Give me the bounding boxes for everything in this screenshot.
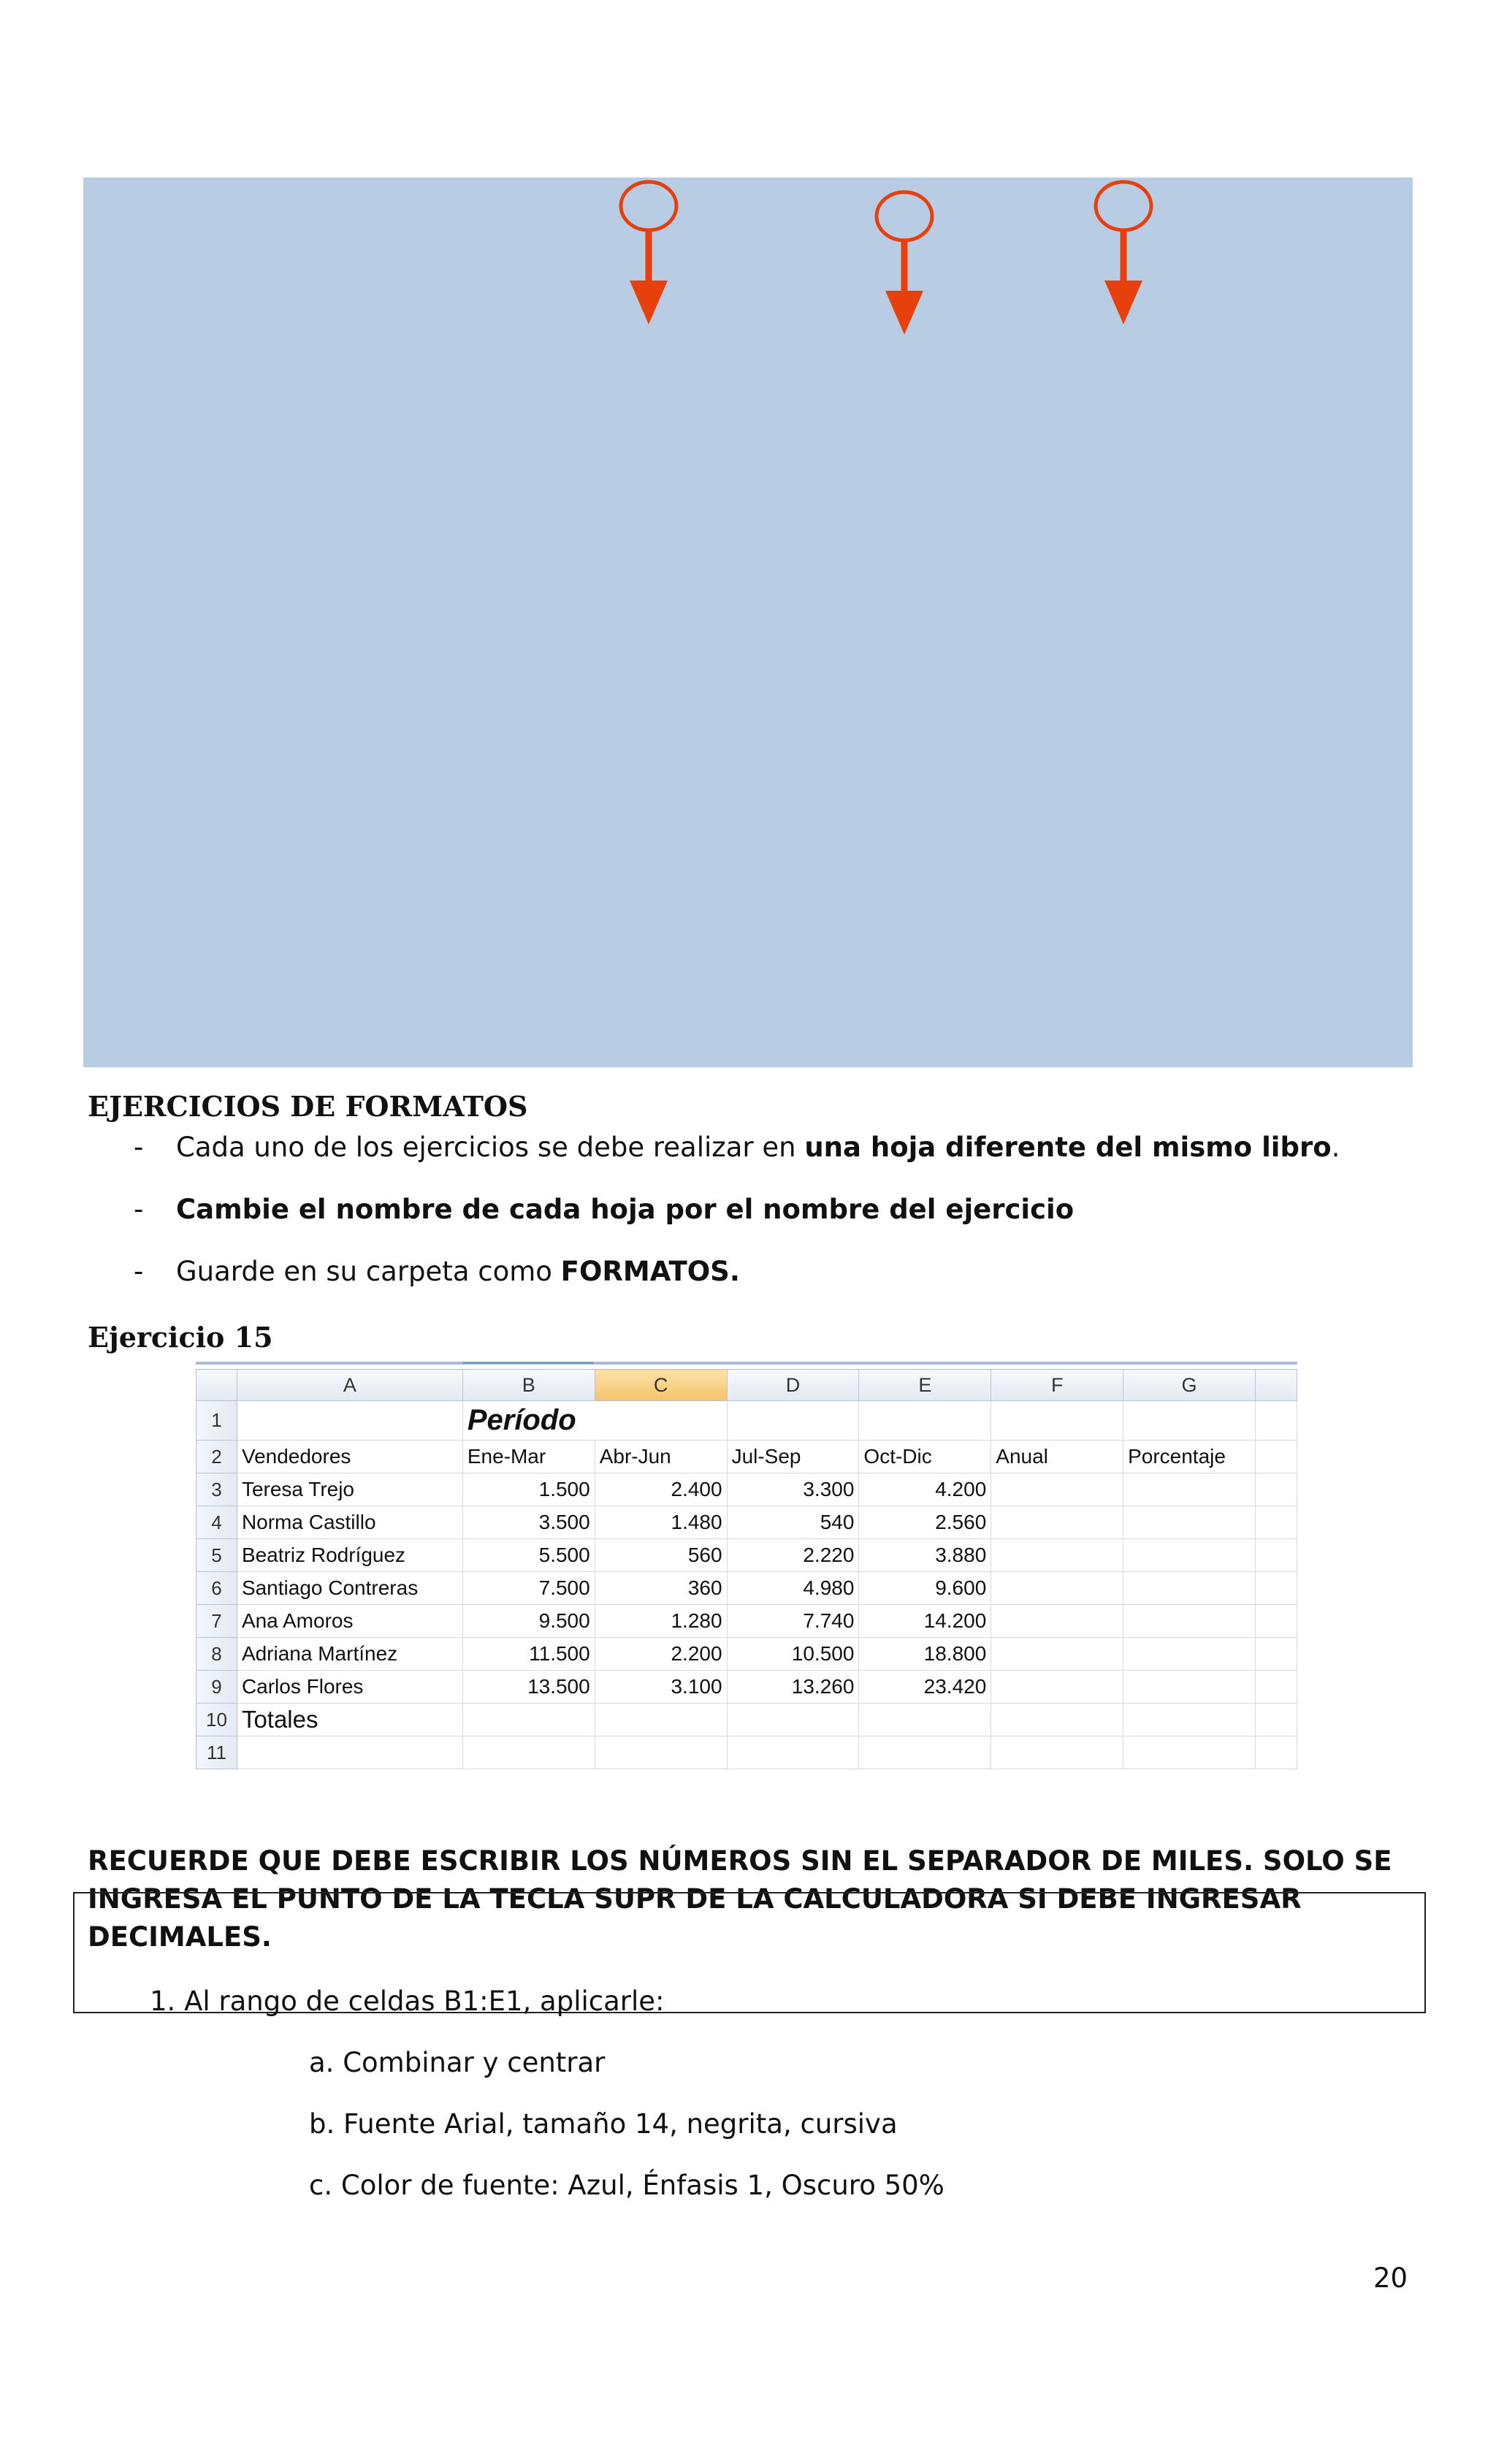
- cell-header[interactable]: Oct-Dic: [859, 1441, 991, 1473]
- cell[interactable]: [462, 1736, 595, 1769]
- table-row: [196, 1572, 1297, 1605]
- cell[interactable]: [1256, 1441, 1297, 1473]
- cell-value[interactable]: 23.420: [859, 1671, 991, 1704]
- cell-header[interactable]: Anual: [991, 1441, 1123, 1473]
- row-number[interactable]: 7: [196, 1605, 237, 1638]
- bullet-dash: -: [134, 1256, 144, 1287]
- cell-name[interactable]: Ana Amoros: [237, 1605, 462, 1638]
- sub-item: c. Color de fuente: Azul, Énfasis 1, Oscuro 50%: [309, 2170, 944, 2201]
- cell[interactable]: [727, 1401, 859, 1441]
- cell[interactable]: [1256, 1572, 1297, 1605]
- cell[interactable]: [1123, 1539, 1256, 1572]
- cell-value[interactable]: 1.500: [462, 1473, 595, 1506]
- image-placeholder-panel: [83, 178, 1413, 1067]
- column-header-row: [196, 1370, 1297, 1401]
- cell-value[interactable]: 1.280: [595, 1605, 727, 1638]
- column-header[interactable]: A: [237, 1370, 462, 1401]
- cell-value[interactable]: 3.500: [462, 1506, 595, 1539]
- cell[interactable]: [727, 1736, 859, 1769]
- cell[interactable]: [1123, 1572, 1256, 1605]
- cell[interactable]: [991, 1401, 1123, 1441]
- cell[interactable]: [1256, 1736, 1297, 1769]
- instruction-item: 1. Al rango de celdas B1:E1, aplicarle:: [150, 1986, 665, 2017]
- cell-header[interactable]: Ene-Mar: [462, 1441, 595, 1473]
- table-row: [196, 1401, 1297, 1441]
- sub-item: a. Combinar y centrar: [309, 2047, 606, 2078]
- cell-value[interactable]: 360: [595, 1572, 727, 1605]
- cell-value[interactable]: 3.100: [595, 1671, 727, 1704]
- table-row: [196, 1506, 1297, 1539]
- cell[interactable]: [991, 1605, 1123, 1638]
- bullet-bold-text: Cambie el nombre de cada hoja por el nombre del ejercicio: [176, 1194, 1075, 1225]
- cell-value[interactable]: 540: [727, 1506, 859, 1539]
- bullet-text-end: .: [1331, 1132, 1340, 1163]
- column-header[interactable]: D: [727, 1370, 859, 1401]
- row-number[interactable]: 11: [196, 1736, 237, 1769]
- cell[interactable]: [1123, 1605, 1256, 1638]
- cell-name[interactable]: Teresa Trejo: [237, 1473, 462, 1506]
- sheet-top-border-accent: [462, 1362, 594, 1364]
- cell-value[interactable]: 2.220: [727, 1539, 859, 1572]
- bullet-item: [134, 1194, 1074, 1225]
- bullet-text: Guarde en su carpeta como: [176, 1256, 561, 1287]
- cell[interactable]: [991, 1572, 1123, 1605]
- column-header[interactable]: E: [859, 1370, 991, 1401]
- cell-value[interactable]: 9.500: [462, 1605, 595, 1638]
- cell[interactable]: [462, 1704, 595, 1736]
- table-row: [196, 1473, 1297, 1506]
- cell-header[interactable]: Vendedores: [237, 1441, 462, 1473]
- table-row: [196, 1736, 1297, 1769]
- table-row: [196, 1671, 1297, 1704]
- cell[interactable]: [1256, 1605, 1297, 1638]
- bullet-item: [134, 1132, 1340, 1163]
- cell-value[interactable]: 560: [595, 1539, 727, 1572]
- cell[interactable]: [1256, 1638, 1297, 1671]
- row-number[interactable]: 10: [196, 1704, 237, 1736]
- table-row: [196, 1539, 1297, 1572]
- cell[interactable]: [1123, 1704, 1256, 1736]
- cell-name[interactable]: Beatriz Rodríguez: [237, 1539, 462, 1572]
- cell[interactable]: [1123, 1638, 1256, 1671]
- bullet-text: Cada uno de los ejercicios se debe realizar en: [176, 1132, 805, 1163]
- table-row: [196, 1638, 1297, 1671]
- select-all-corner[interactable]: [196, 1370, 237, 1401]
- cell[interactable]: [1256, 1506, 1297, 1539]
- row-number[interactable]: 4: [196, 1506, 237, 1539]
- cell-value[interactable]: 4.200: [859, 1473, 991, 1506]
- cell[interactable]: [237, 1401, 462, 1441]
- totals-label: Totales: [241, 1706, 318, 1733]
- cell-name[interactable]: Carlos Flores: [237, 1671, 462, 1704]
- cell[interactable]: [1123, 1736, 1256, 1769]
- cell[interactable]: [1256, 1704, 1297, 1736]
- cell[interactable]: [991, 1736, 1123, 1769]
- bullet-dash: -: [134, 1132, 144, 1163]
- row-number[interactable]: 1: [196, 1401, 237, 1441]
- cell-value[interactable]: 2.200: [595, 1638, 727, 1671]
- row-number[interactable]: 8: [196, 1638, 237, 1671]
- cell[interactable]: [991, 1473, 1123, 1506]
- cell[interactable]: [727, 1704, 859, 1736]
- cell[interactable]: [1123, 1401, 1256, 1441]
- cell-value[interactable]: 13.260: [727, 1671, 859, 1704]
- column-header-empty: [1256, 1370, 1297, 1401]
- cell-value[interactable]: 2.400: [595, 1473, 727, 1506]
- cell-value[interactable]: 7.740: [727, 1605, 859, 1638]
- row-number[interactable]: 2: [196, 1441, 237, 1473]
- cell[interactable]: [991, 1506, 1123, 1539]
- cell[interactable]: [859, 1704, 991, 1736]
- cell[interactable]: [1256, 1473, 1297, 1506]
- exercise-title: Ejercicio 15: [88, 1321, 273, 1354]
- cell-name[interactable]: Adriana Martínez: [237, 1638, 462, 1671]
- table-row: [196, 1441, 1297, 1473]
- spreadsheet-image: [196, 1362, 1297, 1771]
- cell[interactable]: [237, 1736, 462, 1769]
- column-header[interactable]: F: [991, 1370, 1123, 1401]
- arrow-down-icon: [1088, 178, 1161, 332]
- cell-value[interactable]: 1.480: [595, 1506, 727, 1539]
- cell-value[interactable]: 10.500: [727, 1638, 859, 1671]
- cell[interactable]: [991, 1638, 1123, 1671]
- cell-value[interactable]: 2.560: [859, 1506, 991, 1539]
- row-number[interactable]: 5: [196, 1539, 237, 1572]
- column-header[interactable]: G: [1123, 1370, 1256, 1401]
- bullet-bold-text: una hoja diferente del mismo libro: [804, 1132, 1332, 1163]
- page-number: 20: [1373, 2262, 1408, 2294]
- cell[interactable]: [991, 1704, 1123, 1736]
- table-row: [196, 1704, 1297, 1736]
- cell-value[interactable]: 3.880: [859, 1539, 991, 1572]
- cell-value[interactable]: 11.500: [462, 1638, 595, 1671]
- row-number[interactable]: 9: [196, 1671, 237, 1704]
- cell-header[interactable]: Jul-Sep: [727, 1441, 859, 1473]
- cell[interactable]: [1123, 1506, 1256, 1539]
- cell-value[interactable]: 5.500: [462, 1539, 595, 1572]
- cell-value[interactable]: 18.800: [859, 1638, 991, 1671]
- cell[interactable]: [1256, 1539, 1297, 1572]
- periodo-label: Período: [467, 1404, 576, 1436]
- cell[interactable]: [1256, 1671, 1297, 1704]
- cell-name[interactable]: Norma Castillo: [237, 1506, 462, 1539]
- cell[interactable]: [595, 1704, 727, 1736]
- sub-item: b. Fuente Arial, tamaño 14, negrita, cursiva: [309, 2108, 898, 2140]
- bullet-dash: -: [134, 1194, 144, 1225]
- sheet-top-border: [196, 1362, 1297, 1365]
- column-header[interactable]: B: [462, 1370, 595, 1401]
- cell-name[interactable]: Santiago Contreras: [237, 1572, 462, 1605]
- bullet-item: [134, 1256, 740, 1287]
- row-number[interactable]: 3: [196, 1473, 237, 1506]
- cell[interactable]: [1123, 1671, 1256, 1704]
- cell-value[interactable]: 13.500: [462, 1671, 595, 1704]
- note-text: RECUERDE QUE DEBE ESCRIBIR LOS NÚMEROS SIN EL SEPARADOR DE MILES. SOLO SE INGRESA EL PUNTO DE LA TECLA SUPR DE LA CALCULADORA SI DEBE INGRESAR DECIMALES.: [88, 1845, 1392, 1953]
- cell[interactable]: [859, 1401, 991, 1441]
- cell[interactable]: [1256, 1401, 1297, 1441]
- table-row: [196, 1605, 1297, 1638]
- arrow-down-icon: [869, 188, 942, 342]
- cell[interactable]: [595, 1736, 727, 1769]
- cell[interactable]: [991, 1671, 1123, 1704]
- cell-value[interactable]: 7.500: [462, 1572, 595, 1605]
- cell[interactable]: [1123, 1473, 1256, 1506]
- cell-header[interactable]: Abr-Jun: [595, 1441, 727, 1473]
- arrow-down-icon: [614, 178, 687, 332]
- cell-value[interactable]: 14.200: [859, 1605, 991, 1638]
- cell-value[interactable]: 9.600: [859, 1572, 991, 1605]
- cell-value[interactable]: 3.300: [727, 1473, 859, 1506]
- column-header-selected[interactable]: C: [595, 1370, 727, 1401]
- spreadsheet-grid: [196, 1369, 1297, 1769]
- cell[interactable]: [991, 1539, 1123, 1572]
- section-heading: EJERCICIOS DE FORMATOS: [88, 1090, 528, 1123]
- bullet-bold-text: FORMATOS.: [560, 1256, 740, 1287]
- cell-value[interactable]: 4.980: [727, 1572, 859, 1605]
- cell-header[interactable]: Porcentaje: [1123, 1441, 1256, 1473]
- cell-periodo[interactable]: [462, 1401, 727, 1441]
- row-number[interactable]: 6: [196, 1572, 237, 1605]
- cell-totals[interactable]: [237, 1704, 462, 1736]
- cell[interactable]: [859, 1736, 991, 1769]
